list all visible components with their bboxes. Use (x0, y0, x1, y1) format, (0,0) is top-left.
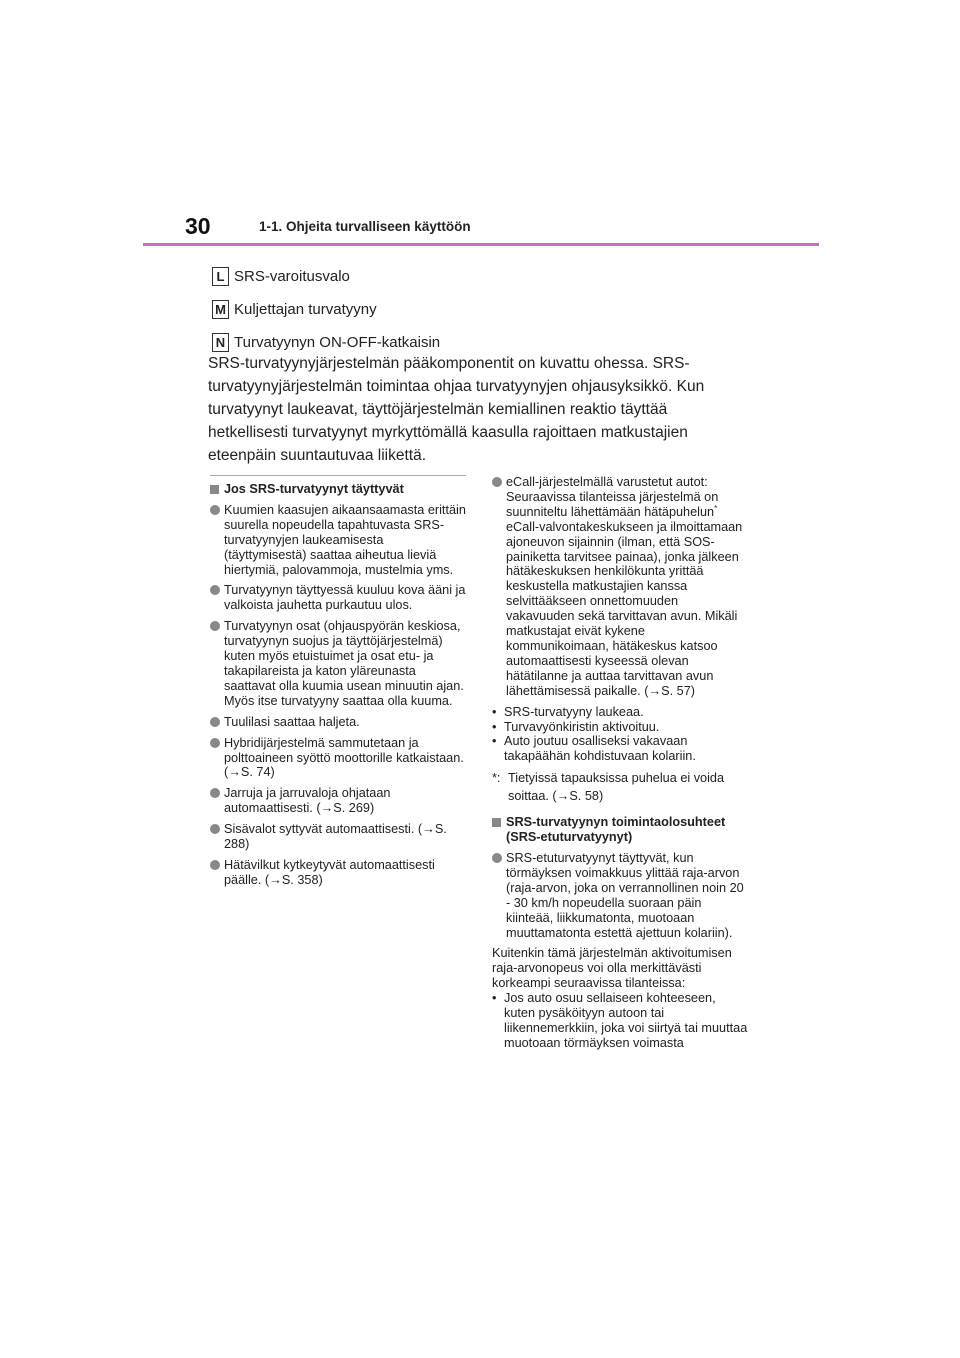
label-letter-box: N (212, 333, 229, 352)
circle-bullet-icon (210, 788, 220, 798)
list-item: Jarruja ja jarruvaloja ohjataan automaattisesti. (→S. 269) (210, 786, 466, 816)
section-heading: SRS-turvatyynyn toimintaolosuhteet (SRS-etuturvatyynyt) (492, 815, 750, 845)
bullet-item: • Auto joutuu osalliseksi vakavaan takapäähän kohdistuvaan kolariin. (492, 734, 696, 764)
circle-bullet-icon (210, 505, 220, 515)
circle-bullet-icon (210, 860, 220, 870)
circle-bullet-icon (210, 621, 220, 631)
right-column (492, 475, 750, 1051)
header-rule (143, 243, 819, 246)
page-number: 30 (185, 213, 211, 239)
list-item: Tuulilasi saattaa haljeta. (210, 715, 466, 730)
label-row (212, 293, 440, 326)
circle-bullet-icon (210, 585, 220, 595)
label-text: Turvatyynyn ON-OFF-katkaisin (234, 334, 441, 351)
bullet-item: • SRS-turvatyyny laukeaa. (492, 704, 644, 719)
left-column (210, 475, 466, 894)
component-labels (212, 260, 440, 359)
list-item: Kuumien kaasujen aikaansaamasta erittäin suurella nopeudella tapahtuvasta SRS-turvatyynyjen laukeamisesta (täyttymisestä) saattaa aiheutua lieviä hiertymiä, palovammoja, mustelmia yms. (210, 503, 466, 578)
list-item: Turvatyynyn täyttyessä kuuluu kova ääni ja valkoista jauhetta purkautuu ulos. (210, 583, 466, 613)
square-bullet-icon (492, 818, 501, 827)
section-heading: Jos SRS-turvatyynyt täyttyvät (210, 482, 466, 497)
paragraph: Kuitenkin tämä järjestelmän aktivoitumisen raja-arvonopeus voi olla merkittävästi korkeampi seuraavissa tilanteissa: (492, 946, 732, 991)
circle-bullet-icon (210, 738, 220, 748)
list-item: Hätävilkut kytkeytyvät automaattisesti päälle. (→S. 358) (210, 858, 466, 888)
label-letter-box: M (212, 300, 229, 319)
label-letter-box: L (212, 267, 229, 286)
footnote: *: Tietyissä tapauksissa puhelua ei voida soittaa. (→S. 58) (492, 771, 725, 804)
bullet-item: • Turvavyönkiristin aktivoituu. (492, 719, 660, 734)
circle-bullet-icon (492, 853, 502, 863)
list-item: SRS-etuturvatyynyt täyttyvät, kun törmäyksen voimakkuus ylittää raja-arvon (raja-arvon, joka on verrannollinen noin 20 - 30 km/h nopeudella suoraan päin kiinteää, liikkumatonta, muotoaan muuttamatonta estettä ajettuun kolariin). (492, 851, 750, 940)
list-item: Sisävalot syttyvät automaattisesti. (→S. 288) (210, 822, 466, 852)
label-text: SRS-varoitusvalo (234, 268, 350, 285)
label-text: Kuljettajan turvatyyny (234, 301, 377, 318)
list-item: Hybridijärjestelmä sammutetaan ja polttoaineen syöttö moottorille katkaistaan. (→S. 74) (210, 736, 466, 781)
circle-bullet-icon (492, 477, 502, 487)
page-header (185, 213, 819, 247)
circle-bullet-icon (210, 824, 220, 834)
section-title: 1-1. Ohjeita turvalliseen käyttöön (259, 219, 471, 234)
column-rule (210, 475, 466, 476)
ecall-item: eCall-järjestelmällä varustetut autot: Seuraavissa tilanteissa järjestelmä on suunniteltu lähettämään hätäpuhelun* eCall-valvontakeskukseen ja ilmoittamaan ajoneuvon sijainnin (ilman, että SOS-painiketta tarvitsee painaa), jonka jälkeen hätäkeskuksen henkilökunta yrittää keskustella matkustajien kanssa selvittääkseen onnettomuuden vakavuuden sekä tarvittavan avun. Mikäli matkustajat eivät kykene kommunikoimaan, hätäkeskus katsoo automaattisesti kyseessä olevan hätätilanne ja auttaa tarvittavan avun lähettämisessä paikalle. (→S. 57) (492, 475, 750, 699)
label-row (212, 260, 440, 293)
list-item: Turvatyynyn osat (ohjauspyörän keskiosa, turvatyynyn suojus ja täyttöjärjestelmä) kuten myös etuistuimet ja osat etu- ja takapilareista ja katon yläreunasta saattavat olla kuumia usean minuutin ajan. Myös itse turvatyyny saattaa olla kuuma. (210, 619, 466, 708)
circle-bullet-icon (210, 717, 220, 727)
bullet-item: • Jos auto osuu sellaiseen kohteeseen, kuten pysäköityyn autoon tai liikennemerkkiin, joka voi siirtyä tai muuttaa muotoaan törmäyksen voimasta (492, 991, 748, 1050)
square-bullet-icon (210, 485, 219, 494)
intro-paragraph: SRS-turvatyynyjärjestelmän pääkomponentit on kuvattu ohessa. SRS-turvatyynyjärjestelmän toimintaa ohjaa turvatyynyjen ohjausyksikkö. Kun turvatyynyt laukeavat, täyttöjärjestelmän kemiallinen reaktio täyttää hetkellisesti turvatyynyt myrkyttömällä kaasulla rajoittaen matkustajien eteenpäin suuntautuvaa liikettä. (208, 355, 705, 464)
footnote-mark: *: (492, 771, 501, 786)
